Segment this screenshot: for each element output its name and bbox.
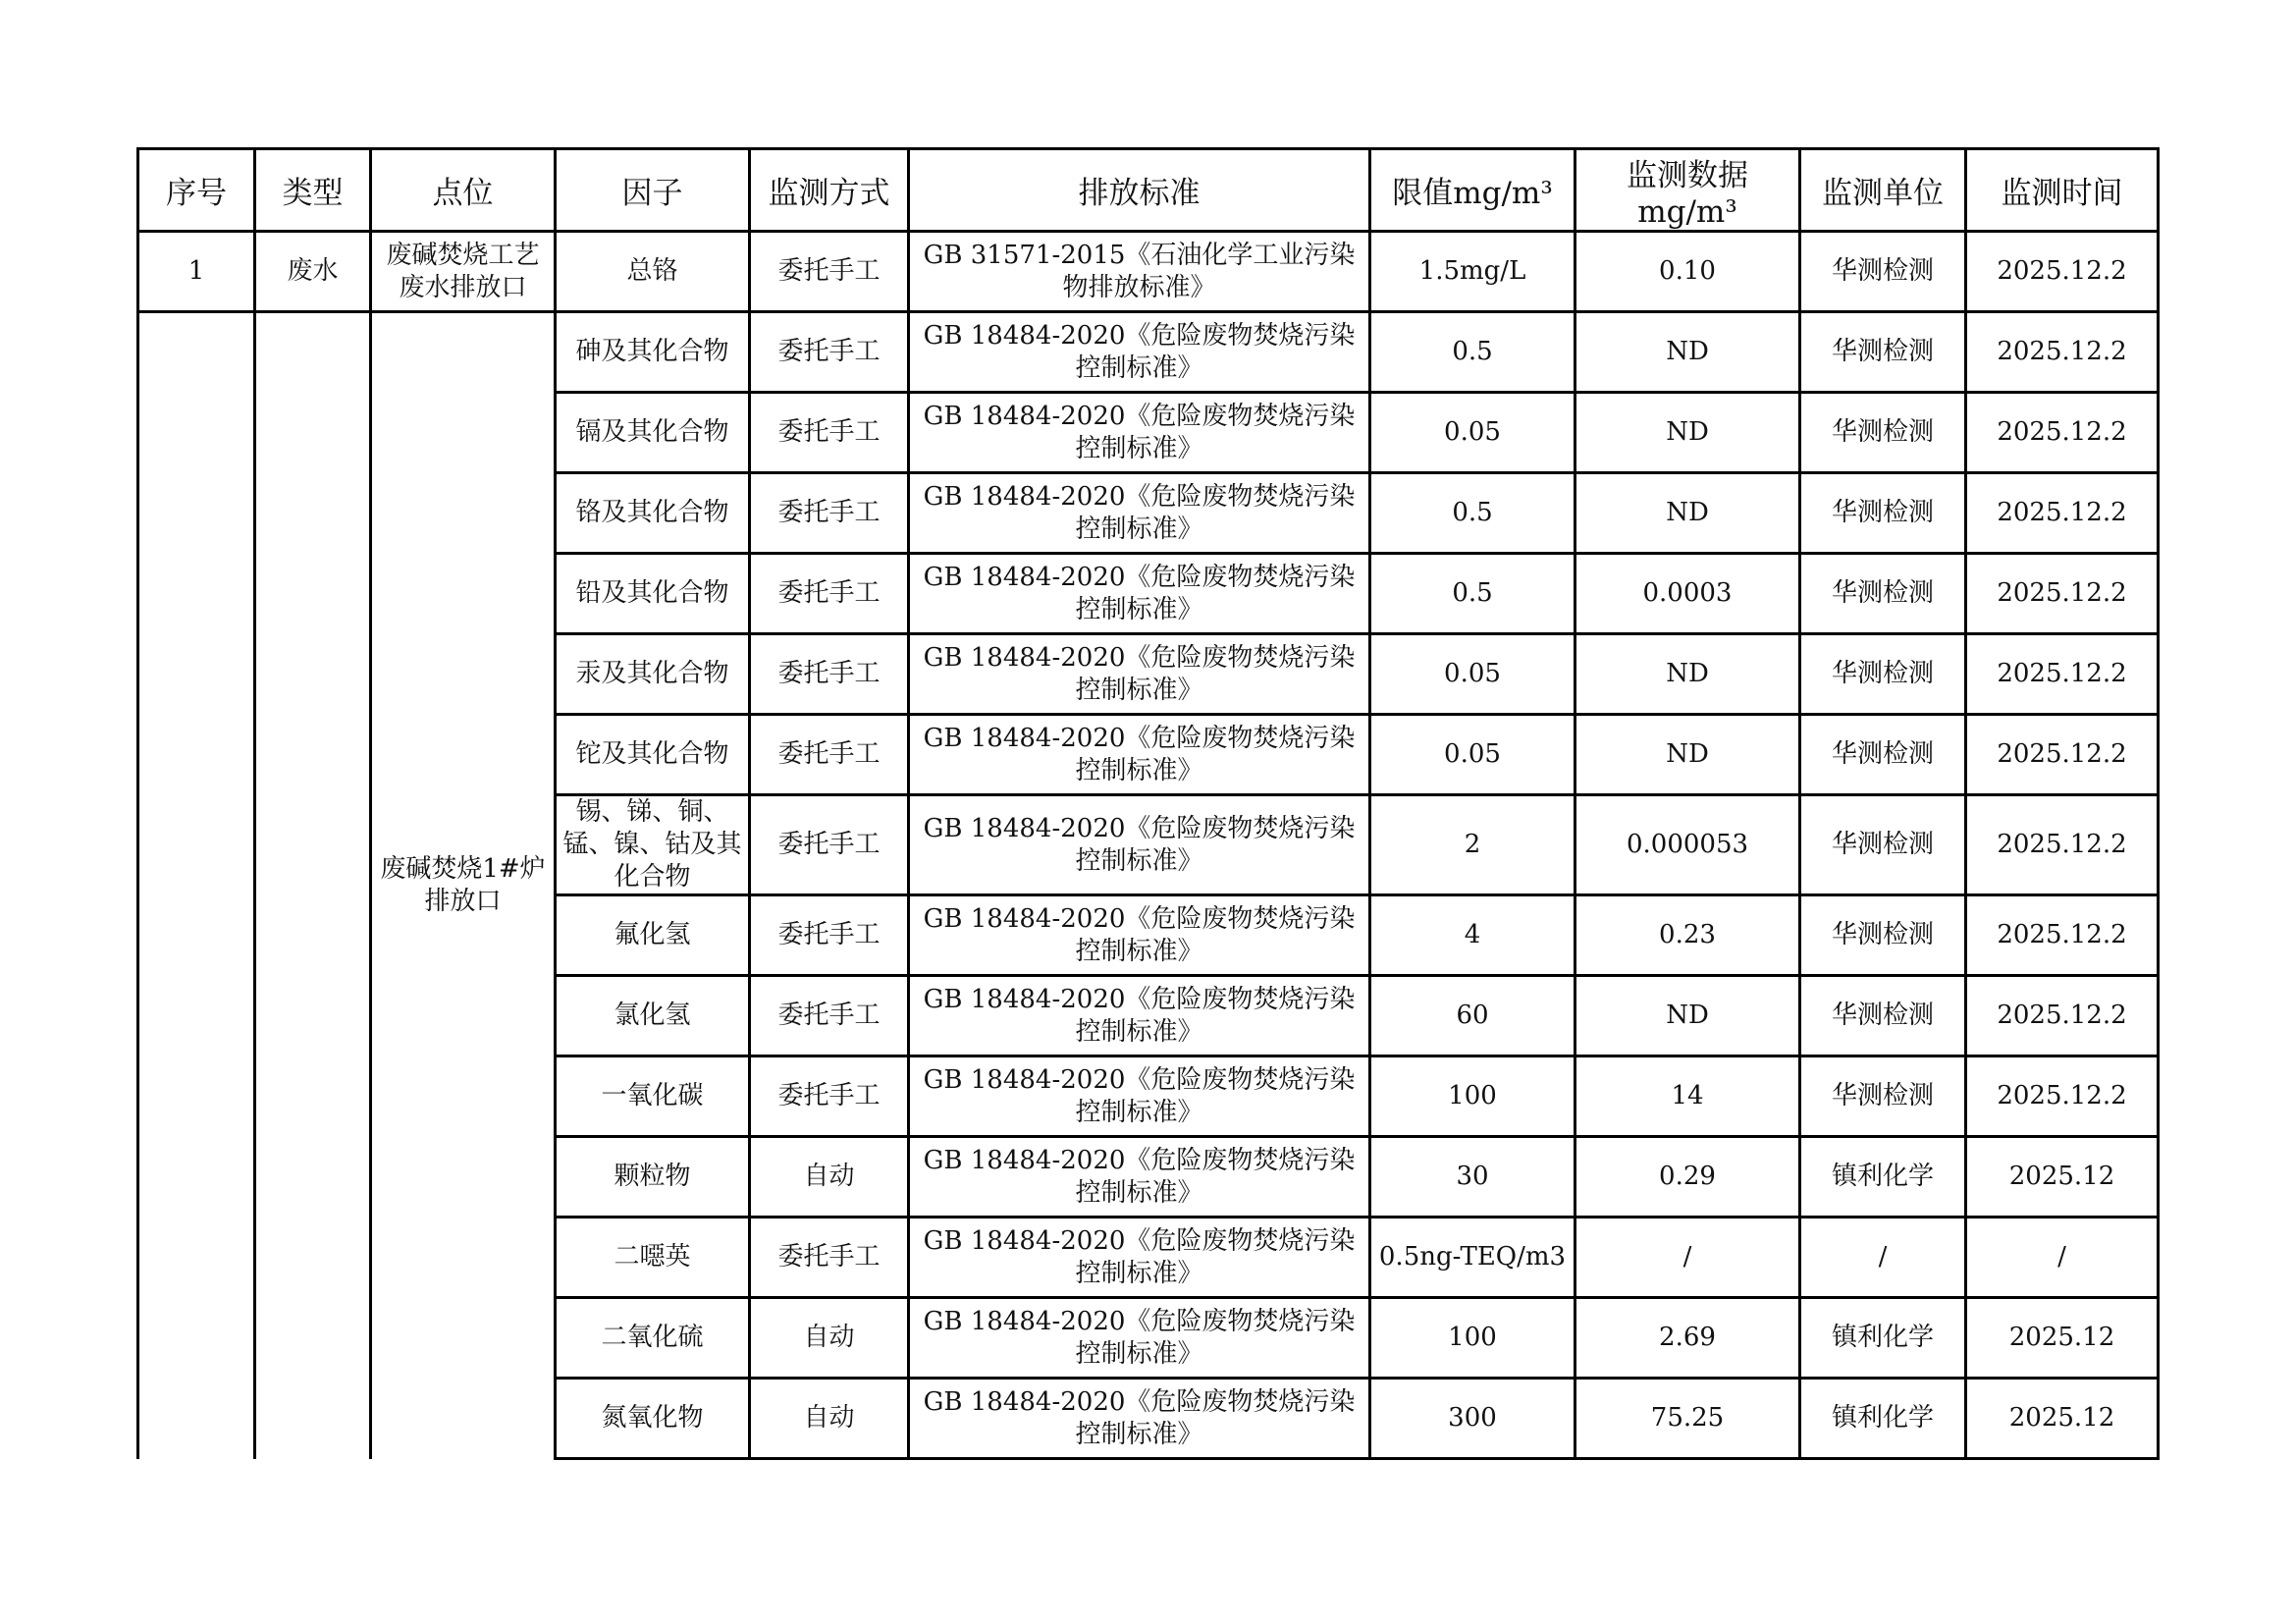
- row-limit: 100: [1370, 1298, 1575, 1379]
- row-value: 0.000053: [1575, 795, 1800, 895]
- row-method: 委托手工: [750, 312, 909, 393]
- row-method: 委托手工: [750, 232, 909, 312]
- monitoring-table: [136, 147, 2160, 1460]
- row-limit: 0.5: [1370, 312, 1575, 393]
- row-method: 自动: [750, 1137, 909, 1218]
- row-unit: 镇利化学: [1800, 1137, 1966, 1218]
- row-limit: 4: [1370, 895, 1575, 976]
- row-value: 2.69: [1575, 1298, 1800, 1379]
- row-factor: 二氧化硫: [556, 1298, 750, 1379]
- row-value: 0.23: [1575, 895, 1800, 976]
- row-time: 2025.12.2: [1966, 1056, 2159, 1137]
- row-method: 自动: [750, 1379, 909, 1459]
- monitoring-table-sheet: [136, 147, 2157, 1460]
- row-time: 2025.12: [1966, 1137, 2159, 1218]
- header-cell: 监测时间: [1966, 149, 2159, 232]
- header-row: [138, 149, 2159, 232]
- header-cell: 限值mg/m³: [1370, 149, 1575, 232]
- row-factor: 氟化氢: [556, 895, 750, 976]
- row-limit: 0.5: [1370, 554, 1575, 634]
- row-method: 委托手工: [750, 1056, 909, 1137]
- row-standard: GB 18484-2020《危险废物焚烧污染控制标准》: [909, 1218, 1370, 1298]
- row-standard: GB 18484-2020《危险废物焚烧污染控制标准》: [909, 473, 1370, 554]
- row-method: 委托手工: [750, 715, 909, 795]
- row-limit: 30: [1370, 1137, 1575, 1218]
- row-standard: GB 18484-2020《危险废物焚烧污染控制标准》: [909, 715, 1370, 795]
- row-method: 委托手工: [750, 895, 909, 976]
- row-value: 0.0003: [1575, 554, 1800, 634]
- row-standard: GB 18484-2020《危险废物焚烧污染控制标准》: [909, 1137, 1370, 1218]
- row-standard: GB 18484-2020《危险废物焚烧污染控制标准》: [909, 1298, 1370, 1379]
- row-factor: 镉及其化合物: [556, 393, 750, 473]
- row-unit: 镇利化学: [1800, 1298, 1966, 1379]
- row-limit: 0.5ng-TEQ/m3: [1370, 1218, 1575, 1298]
- row-unit: 华测检测: [1800, 895, 1966, 976]
- row-factor: 颗粒物: [556, 1137, 750, 1218]
- row-factor: 二噁英: [556, 1218, 750, 1298]
- row-standard: GB 18484-2020《危险废物焚烧污染控制标准》: [909, 1056, 1370, 1137]
- row-factor: 一氧化碳: [556, 1056, 750, 1137]
- row-unit: 华测检测: [1800, 634, 1966, 715]
- row-standard: GB 18484-2020《危险废物焚烧污染控制标准》: [909, 554, 1370, 634]
- row-unit: 华测检测: [1800, 976, 1966, 1056]
- row-standard: GB 18484-2020《危险废物焚烧污染控制标准》: [909, 795, 1370, 895]
- row-value: ND: [1575, 634, 1800, 715]
- row-limit: 300: [1370, 1379, 1575, 1459]
- row-unit: 华测检测: [1800, 232, 1966, 312]
- row-standard: GB 18484-2020《危险废物焚烧污染控制标准》: [909, 895, 1370, 976]
- row-value: 0.10: [1575, 232, 1800, 312]
- header-cell: 类型: [255, 149, 371, 232]
- header-cell: 序号: [138, 149, 255, 232]
- row-factor: 总铬: [556, 232, 750, 312]
- row-time: 2025.12.2: [1966, 715, 2159, 795]
- row-value: 0.29: [1575, 1137, 1800, 1218]
- row-factor: 汞及其化合物: [556, 634, 750, 715]
- row-number: 1: [138, 232, 255, 312]
- row-value: ND: [1575, 715, 1800, 795]
- row-type: 废水: [255, 232, 371, 312]
- row-factor: 铊及其化合物: [556, 715, 750, 795]
- row-value: ND: [1575, 976, 1800, 1056]
- row-point: 废碱焚烧工艺废水排放口: [371, 232, 556, 312]
- row-time: 2025.12.2: [1966, 393, 2159, 473]
- row-method: 委托手工: [750, 976, 909, 1056]
- row-method: 委托手工: [750, 634, 909, 715]
- row-standard: GB 18484-2020《危险废物焚烧污染控制标准》: [909, 634, 1370, 715]
- row-standard: GB 18484-2020《危险废物焚烧污染控制标准》: [909, 1379, 1370, 1459]
- row-factor: 锡、锑、铜、锰、镍、钴及其化合物: [556, 795, 750, 895]
- row-value: 14: [1575, 1056, 1800, 1137]
- row-time: 2025.12.2: [1966, 795, 2159, 895]
- row-factor: 氯化氢: [556, 976, 750, 1056]
- row-factor: 氮氧化物: [556, 1379, 750, 1459]
- row-limit: 0.5: [1370, 473, 1575, 554]
- header-cell: 监测单位: [1800, 149, 1966, 232]
- row-unit: 华测检测: [1800, 1056, 1966, 1137]
- row-method: 委托手工: [750, 393, 909, 473]
- row-standard: GB 18484-2020《危险废物焚烧污染控制标准》: [909, 976, 1370, 1056]
- row-factor: 砷及其化合物: [556, 312, 750, 393]
- row-standard: GB 31571-2015《石油化学工业污染物排放标准》: [909, 232, 1370, 312]
- row-time: 2025.12.2: [1966, 554, 2159, 634]
- row-unit: 华测检测: [1800, 554, 1966, 634]
- row-value: ND: [1575, 393, 1800, 473]
- row-unit: 华测检测: [1800, 393, 1966, 473]
- row-unit: 华测检测: [1800, 473, 1966, 554]
- row-limit: 100: [1370, 1056, 1575, 1137]
- row-type-empty: [255, 312, 371, 1459]
- row-time: 2025.12.2: [1966, 895, 2159, 976]
- header-cell: 点位: [371, 149, 556, 232]
- row-time: 2025.12.2: [1966, 976, 2159, 1056]
- row-limit: 1.5mg/L: [1370, 232, 1575, 312]
- row-limit: 2: [1370, 795, 1575, 895]
- row-time: 2025.12.2: [1966, 312, 2159, 393]
- row-method: 委托手工: [750, 554, 909, 634]
- row-unit: /: [1800, 1218, 1966, 1298]
- row-number-empty: [138, 312, 255, 1459]
- row-value: 75.25: [1575, 1379, 1800, 1459]
- row-limit: 0.05: [1370, 634, 1575, 715]
- row-time: 2025.12.2: [1966, 634, 2159, 715]
- table-row: [138, 232, 2159, 312]
- row-time: 2025.12: [1966, 1298, 2159, 1379]
- row-time: /: [1966, 1218, 2159, 1298]
- row-method: 自动: [750, 1298, 909, 1379]
- row-factor: 铬及其化合物: [556, 473, 750, 554]
- row-method: 委托手工: [750, 473, 909, 554]
- row-time: 2025.12: [1966, 1379, 2159, 1459]
- row-factor: 铅及其化合物: [556, 554, 750, 634]
- row-standard: GB 18484-2020《危险废物焚烧污染控制标准》: [909, 312, 1370, 393]
- row-standard: GB 18484-2020《危险废物焚烧污染控制标准》: [909, 393, 1370, 473]
- row-unit: 镇利化学: [1800, 1379, 1966, 1459]
- row-time: 2025.12.2: [1966, 232, 2159, 312]
- row-method: 委托手工: [750, 795, 909, 895]
- row-method: 委托手工: [750, 1218, 909, 1298]
- row-limit: 0.05: [1370, 393, 1575, 473]
- row-point: 废碱焚烧1#炉排放口: [371, 312, 556, 1459]
- table-row: [138, 312, 2159, 393]
- row-limit: 0.05: [1370, 715, 1575, 795]
- header-cell: 因子: [556, 149, 750, 232]
- row-unit: 华测检测: [1800, 715, 1966, 795]
- row-value: /: [1575, 1218, 1800, 1298]
- row-unit: 华测检测: [1800, 795, 1966, 895]
- header-cell: 监测方式: [750, 149, 909, 232]
- row-value: ND: [1575, 473, 1800, 554]
- header-cell: 排放标准: [909, 149, 1370, 232]
- header-cell: 监测数据mg/m³: [1575, 149, 1800, 232]
- row-unit: 华测检测: [1800, 312, 1966, 393]
- row-time: 2025.12.2: [1966, 473, 2159, 554]
- row-value: ND: [1575, 312, 1800, 393]
- row-limit: 60: [1370, 976, 1575, 1056]
